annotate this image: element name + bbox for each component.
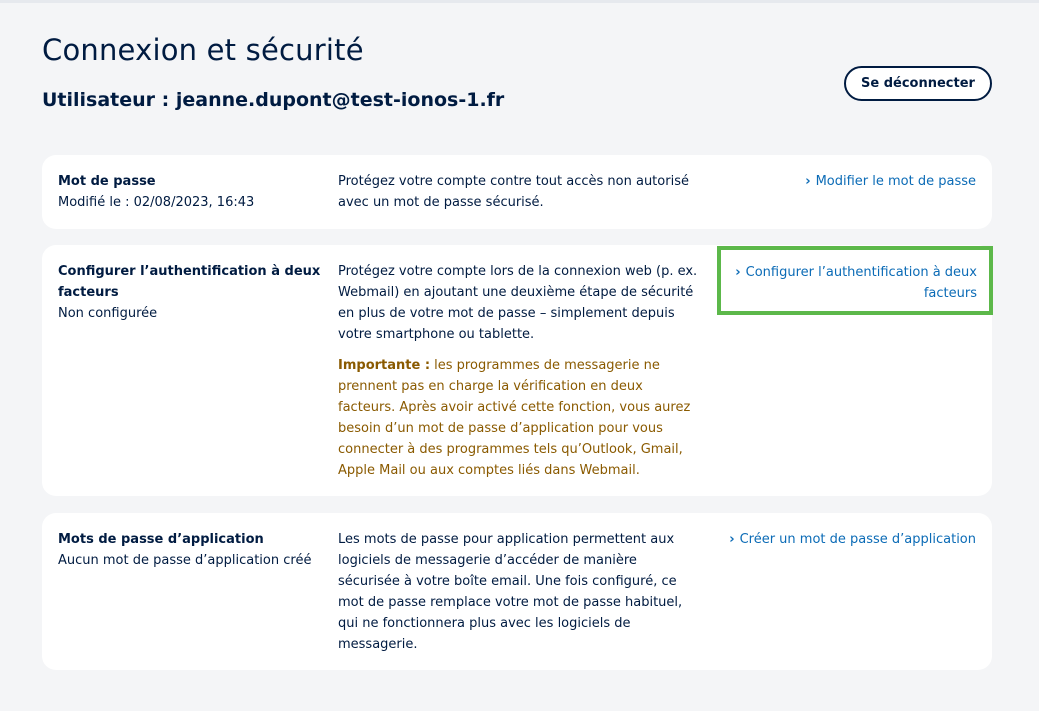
two-factor-warning xyxy=(338,355,700,481)
password-info xyxy=(58,171,323,213)
app-passwords-title: Mots de passe d’application xyxy=(58,532,264,547)
chevron-right-icon: › xyxy=(805,174,811,189)
change-password-link[interactable] xyxy=(805,174,976,189)
app-passwords-action xyxy=(706,529,976,550)
two-factor-status: Non configurée xyxy=(58,306,158,321)
two-factor-card xyxy=(42,245,992,496)
password-description xyxy=(338,171,700,223)
password-description-text: Protégez votre compte contre tout accès non autorisé avec un mot de passe sécurisé. xyxy=(338,174,689,210)
app-passwords-description xyxy=(338,529,700,665)
two-factor-warning-label: Importante : xyxy=(338,358,431,373)
password-action xyxy=(706,171,976,192)
two-factor-action-highlight xyxy=(717,246,993,315)
chevron-right-icon: › xyxy=(729,532,735,547)
two-factor-warning-text: les programmes de messagerie ne prennent pas en charge la vérification en deux facteurs. Après avoir activé cette fonction, vous aurez besoin d’un mot de passe d’application pour vous connecter à des programmes tels qu’Outlook, Gmail, Apple Mail ou aux comptes liés dans Webmail. xyxy=(338,358,691,478)
logout-button[interactable]: Se déconnecter xyxy=(844,66,992,101)
chevron-right-icon: › xyxy=(735,265,741,280)
change-password-label: Modifier le mot de passe xyxy=(815,174,976,189)
two-factor-description-text: Protégez votre compte lors de la connexion web (p. ex. Webmail) en ajoutant une deuxième étape de sécurité en plus de votre mot de passe – simplement depuis votre smartphone ou tablette. xyxy=(338,264,698,342)
app-passwords-description-text: Les mots de passe pour application permettent aux logiciels de messagerie d’accéder de manière sécurisée à votre boîte email. Une fois configuré, ce mot de passe remplace votre mot de passe habituel, qui ne fonctionnera plus avec les logiciels de messagerie. xyxy=(338,532,683,652)
two-factor-title: Configurer l’authentification à deux facteurs xyxy=(58,264,321,300)
two-factor-info xyxy=(58,261,323,324)
configure-two-factor-label: Configurer l’authentification à deux facteurs xyxy=(745,265,977,301)
password-card xyxy=(42,155,992,229)
page-title: Connexion et sécurité xyxy=(42,33,364,67)
create-app-password-link[interactable] xyxy=(729,532,976,547)
app-passwords-status: Aucun mot de passe d’application créé xyxy=(58,553,312,568)
configure-two-factor-link[interactable] xyxy=(735,265,977,301)
app-passwords-card xyxy=(42,513,992,670)
password-status: Modifié le : 02/08/2023, 16:43 xyxy=(58,195,255,210)
user-identity: Utilisateur : jeanne.dupont@test-ionos-1.fr xyxy=(42,89,505,111)
two-factor-description xyxy=(338,261,700,491)
create-app-password-label: Créer un mot de passe d’application xyxy=(739,532,976,547)
app-passwords-info xyxy=(58,529,323,571)
password-title: Mot de passe xyxy=(58,174,156,189)
top-strip xyxy=(0,0,1039,3)
